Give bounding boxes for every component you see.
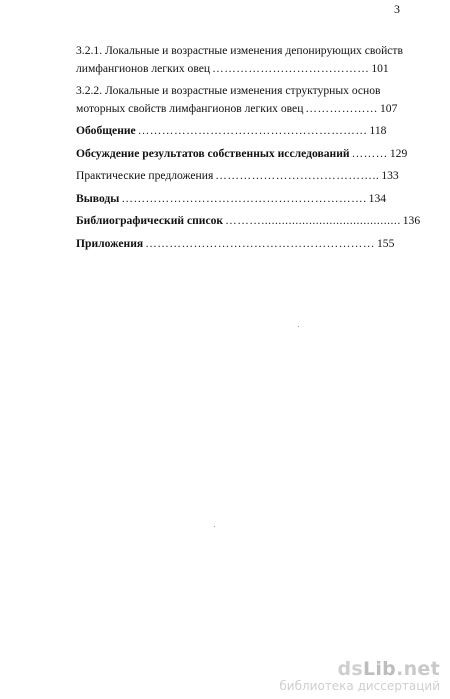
toc-entry-conclusions: [76, 190, 387, 208]
toc-leader: ………: [351, 146, 388, 160]
toc-page-number: 134: [368, 191, 387, 205]
toc-entry-title: Практические предложения: [76, 169, 214, 182]
toc-entry-number: 3.2.2.: [76, 84, 103, 97]
toc-entry-recommendations: [76, 167, 399, 185]
toc-entry-summary: [76, 122, 387, 140]
toc-page-number: 129: [389, 146, 408, 160]
scan-speck: [298, 326, 299, 327]
toc-entry-appendices: [76, 235, 395, 253]
toc-entry-text: Локальные и возрастные изменения депонирующих свойств: [105, 44, 403, 57]
watermark: [279, 659, 440, 693]
toc-page-number: 101: [371, 62, 389, 75]
toc-entry-title: Приложения: [76, 236, 144, 250]
toc-entry-text: Локальные и возрастные изменения структурных основ: [105, 84, 381, 97]
toc-leader: …………………………………………………: [145, 236, 375, 250]
toc-entry-title: Выводы: [76, 191, 120, 205]
toc-page-number: 155: [376, 236, 395, 250]
page-number: 3: [394, 2, 400, 16]
watermark-logo: dsLib.net: [337, 658, 440, 680]
toc-entry-title: Библиографический список: [76, 214, 224, 227]
toc-entry-number: 3.2.1.: [76, 44, 103, 57]
toc-leader: ………………: [305, 102, 378, 115]
toc-entry-discussion: [76, 145, 408, 163]
toc-page-number: 118: [369, 124, 387, 137]
toc-leader: ……….........................................: [225, 214, 401, 227]
watermark-subtitle: библиотека диссертаций: [279, 679, 440, 693]
toc-leader: …………………………………..: [215, 169, 380, 182]
toc-entry-3-2-2: [76, 82, 398, 118]
toc-entry-bibliography: [76, 212, 421, 230]
toc-page-number: 136: [402, 214, 421, 227]
scan-speck: [214, 526, 215, 527]
toc-entry-title: Обобщение: [76, 124, 136, 137]
toc-leader: …………………………………………………: [137, 124, 368, 137]
toc-entry-text-cont: лимфангионов легких овец: [76, 62, 211, 75]
toc-leader: …………………………………………………….: [121, 191, 367, 205]
toc-leader: …………………………………: [212, 62, 370, 75]
toc-entry-3-2-1: [76, 42, 403, 78]
toc-entry-text-cont: моторных свойств лимфангионов легких овец: [76, 102, 304, 115]
toc-page-number: 107: [379, 102, 398, 115]
toc-page-number: 133: [381, 169, 399, 182]
table-of-contents: [76, 42, 421, 257]
toc-entry-title: Обсуждение результатов собственных исследований: [76, 146, 350, 160]
